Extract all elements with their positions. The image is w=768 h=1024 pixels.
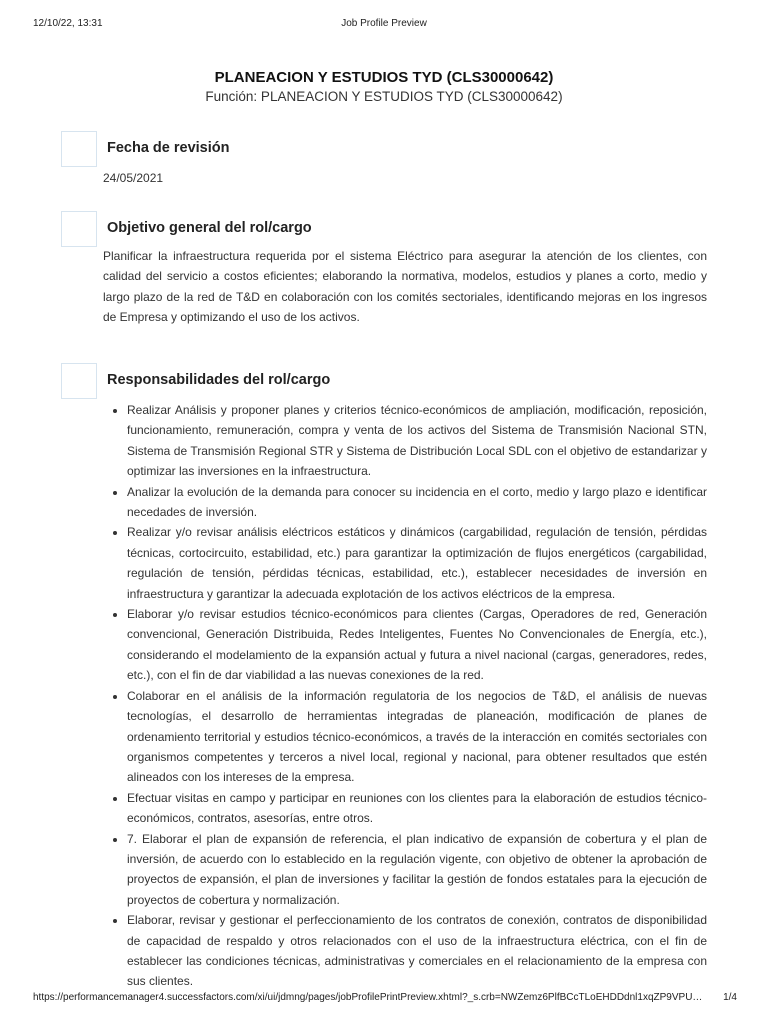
print-page-number: 1/4 xyxy=(723,992,737,1003)
list-item: • Analizar la evolución de la demanda para conocer su incidencia en el corto, medio y largo plazo e identificar necedades de inversión. xyxy=(127,482,707,523)
section-heading-objetivo: Objetivo general del rol/cargo xyxy=(107,220,312,236)
list-item: • 7. Elaborar el plan de expansión de referencia, el plan indicativo de expansión de cobertura y el plan de inversión, de acuerdo con lo establecido en la regulación vigente, con objetivo de obtener la aprobación de proyectos de expansión, el plan de inversiones y facilitar la gestión de fondos estatales para la ejecución de proyectos de cobertura y normalización. xyxy=(127,829,707,911)
document-title: PLANEACION Y ESTUDIOS TYD (CLS30000642) xyxy=(214,69,554,86)
section-icon-box xyxy=(61,211,97,247)
responsabilidades-list xyxy=(103,400,707,992)
section-icon-box xyxy=(61,131,97,167)
objetivo-text: Planificar la infraestructura requerida por el sistema Eléctrico para asegurar la atención de los clientes, con calidad del servicio a costos eficientes; elaborando la normativa, modelos, estudios y planes a corto, medio y largo plazo de la red de T&D en colaboración con los comités sectoriales, identificando mejoras en los ingresos de Empresa y optimizando el uso de los activos. xyxy=(103,249,707,325)
fecha-value: 24/05/2021 xyxy=(103,171,164,185)
list-item: • Realizar y/o revisar análisis eléctricos estáticos y dinámicos (cargabilidad, regulación de tensión, pérdidas técnicas, cortocircuito, estabilidad, etc.) para garantizar la optimización de flujos energéticos (cargabilidad, regulación de tensión, pérdidas técnicas, estabilidad, etc.), establecer necesidades de inversión en infraestructura y garantizar la adecuada explotación de los activos eléctricos de la empresa. xyxy=(127,522,707,604)
section-icon-box xyxy=(61,363,97,399)
print-page-title: Job Profile Preview xyxy=(341,18,427,29)
document-subtitle: Función: PLANEACION Y ESTUDIOS TYD (CLS30000642) xyxy=(205,89,563,104)
section-heading-responsabilidades: Responsabilidades del rol/cargo xyxy=(107,372,331,388)
list-item: • Realizar Análisis y proponer planes y criterios técnico-económicos de ampliación, modificación, reposición, funcionamiento, remuneración, compra y venta de los activos del Sistema de Transmisión Nacional STN, Sistema de Transmisión Regional STR y Sistema de Distribución Local SDL con el objetivo de estandarizar y optimizar las inversiones en la infraestructura. xyxy=(127,400,707,482)
print-datetime: 12/10/22, 13:31 xyxy=(33,18,103,29)
list-item: • Efectuar visitas en campo y participar en reuniones con los clientes para la elaboración de estudios técnico-económicos, contratos, asesorías, entre otros. xyxy=(127,788,707,829)
section-heading-fecha: Fecha de revisión xyxy=(107,140,230,156)
print-url: https://performancemanager4.successfactors.com/xi/ui/jdmng/pages/jobProfilePrintPreview.xhtml?_s.crb=NWZemz6PlfBCcTLoEHDDdnl1xqZP9VPU… xyxy=(33,992,703,1003)
list-item: • Elaborar, revisar y gestionar el perfeccionamiento de los contratos de conexión, contratos de disponibilidad de capacidad de respaldo y otros relacionados con el uso de la infraestructura eléctrica, con el fin de establecer las condiciones técnicas, administrativas y comerciales en el relacionamiento de la empresa con sus clientes. xyxy=(127,910,707,992)
list-item: • Colaborar en el análisis de la información regulatoria de los negocios de T&D, el análisis de nuevas tecnologías, el desarrollo de herramientas integradas de planeación, modificación de planes de ordenamiento territorial y estudios técnico-económicos, a través de la interacción en comités sectoriales con organismos competentes y terceros a nivel local, regional y nacional, para obtener resultados que estén alineados con los intereses de la empresa. xyxy=(127,686,707,788)
list-item: • Elaborar y/o revisar estudios técnico-económicos para clientes (Cargas, Operadores de red, Generación convencional, Generación Distribuida, Redes Inteligentes, Fuentes No Convencionales de Energía, etc.), considerando el modelamiento de la expansión actual y futura a nivel nacional (cargas, generadores, redes, etc.), con el fin de dar viabilidad a las nuevas conexiones de la red. xyxy=(127,604,707,686)
